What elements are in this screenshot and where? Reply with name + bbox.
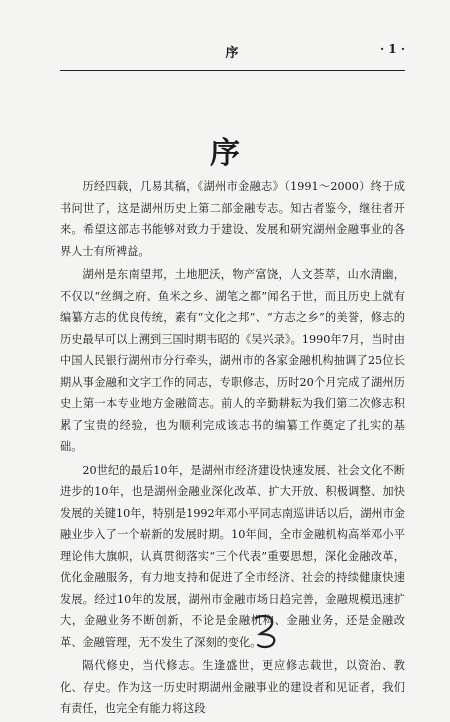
running-head [60, 42, 405, 64]
chapter-title: 序 [210, 136, 240, 171]
page-number: · 1 · [379, 42, 405, 56]
paragraph-2: 湖州是东南望邦，土地肥沃，物产富饶，人文荟萃，山水清幽，不仅以“丝绸之府、鱼米之乡、湖笔之都”闻名于世，而且历史上就有编纂方志的优良传统，素有“文化之邦”、“方志之乡”的美誉，修志的历史最早可以上溯到三国时期韦昭的《吴兴录》。1990年7月，当时由中国人民银行湖州市分行牵头，湖州市的各家金融机构抽调了25位长期从事金融和文字工作的同志，专职修志，历时20个月完成了湖州历史上第一本专业地方金融简志。前人的辛勤耕耘为我们第二次修志积累了宝贵的经验，也为顺利完成该志书的编纂工作奠定了扎实的基础。 [60, 268, 405, 453]
paragraph-3: 20世纪的最后10年，是湖州市经济建设快速发展、社会文化不断进步的10年，也是湖州金融业深化改革、扩大开放、积极调整、加快发展的关键10年，特别是1992年邓小平同志南巡讲话以后，湖州市金融业步入了一个崭新的发展时期。10年间，全市金融机构高举邓小平理论伟大旗帜，认真贯彻落实“三个代表”重要思想，深化金融改革，优化金融服务，有力地支持和促进了全市经济、社会的持续健康快速发展。经过10年的发展，湖州市金融市场日趋完善，金融规模迅速扩大，金融业务不断创新，不论是金融机构、金融业务，还是金融改革、金融管理，无不发生了深刻的变化。 [60, 463, 405, 649]
paragraph-1: 历经四载，几易其稿，《湖州市金融志》（1991～2000）终于成书问世了，这是湖州历史上第二部金融专志。知古者鉴今，继往者开来。希望这部志书能够对致力于建设、发展和研究湖州金融事业的各界人士有所裨益。 [60, 180, 405, 258]
body-text [60, 176, 405, 722]
running-head-title: 序 [225, 46, 240, 61]
header-rule [60, 70, 405, 71]
paragraph-4: 隔代修史，当代修志。生逢盛世，更应修志载世，以资治、教化、存史。作为这一历史时期湖州金融事业的建设者和见证者，我们有责任，也完全有能力将这段 [60, 659, 405, 715]
handwritten-ink-mark-icon [250, 612, 286, 650]
